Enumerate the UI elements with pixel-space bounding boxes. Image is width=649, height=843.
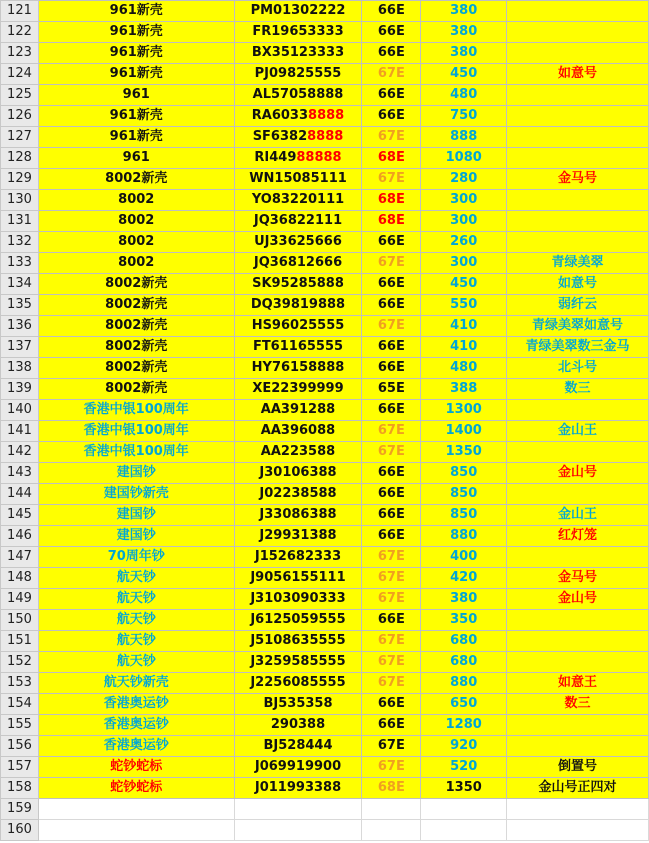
table-row — [1, 820, 649, 841]
cell-price[interactable]: 400 — [421, 547, 507, 568]
cell-serial-number[interactable]: HS96025555 — [234, 316, 362, 337]
row-header[interactable]: 152 — [1, 652, 39, 673]
empty-cell[interactable] — [507, 820, 649, 841]
table-row — [1, 400, 649, 421]
cell-note[interactable]: 青绿美翠如意号 — [507, 316, 649, 337]
cell-series[interactable]: 8002新壳 — [38, 358, 234, 379]
cell-series[interactable]: 8002新壳 — [38, 337, 234, 358]
cell-price[interactable]: 1350 — [421, 442, 507, 463]
empty-cell[interactable] — [38, 820, 234, 841]
cell-note[interactable] — [507, 127, 649, 148]
cell-price[interactable]: 480 — [421, 358, 507, 379]
cell-serial-number[interactable] — [234, 148, 362, 169]
cell-price[interactable]: 920 — [421, 736, 507, 757]
cell-serial-number[interactable]: PM01302222 — [234, 1, 362, 22]
cell-price[interactable]: 380 — [421, 1, 507, 22]
cell-note[interactable] — [507, 610, 649, 631]
table-row — [1, 673, 649, 694]
serial-prefix: RI449 — [254, 150, 297, 165]
row-header[interactable]: 134 — [1, 274, 39, 295]
cell-price[interactable]: 880 — [421, 673, 507, 694]
cell-grade[interactable]: 67E — [362, 736, 421, 757]
row-header[interactable]: 151 — [1, 631, 39, 652]
cell-note[interactable]: 金山王 — [507, 505, 649, 526]
cell-serial-number[interactable]: 290388 — [234, 715, 362, 736]
cell-serial-number[interactable]: BJ528444 — [234, 736, 362, 757]
row-header[interactable]: 154 — [1, 694, 39, 715]
row-header[interactable]: 146 — [1, 526, 39, 547]
cell-serial-number[interactable]: J9056155111 — [234, 568, 362, 589]
table-row — [1, 295, 649, 316]
cell-grade[interactable]: 66E — [362, 232, 421, 253]
cell-grade[interactable]: 66E — [362, 337, 421, 358]
table-row — [1, 148, 649, 169]
row-header[interactable]: 131 — [1, 211, 39, 232]
cell-series[interactable]: 8002 — [38, 190, 234, 211]
cell-note[interactable]: 金山号正四对 — [507, 778, 649, 799]
cell-note[interactable] — [507, 190, 649, 211]
cell-price[interactable]: 450 — [421, 274, 507, 295]
cell-serial-number[interactable]: FR19653333 — [234, 22, 362, 43]
table-row — [1, 568, 649, 589]
cell-series[interactable]: 8002新壳 — [38, 274, 234, 295]
cell-note[interactable] — [507, 652, 649, 673]
cell-note[interactable] — [507, 232, 649, 253]
serial-prefix: SF6382 — [252, 129, 308, 144]
cell-note[interactable]: 倒置号 — [507, 757, 649, 778]
cell-note[interactable] — [507, 631, 649, 652]
cell-note[interactable] — [507, 484, 649, 505]
cell-grade[interactable]: 67E — [362, 568, 421, 589]
cell-grade[interactable]: 66E — [362, 1, 421, 22]
cell-note[interactable]: 数三 — [507, 379, 649, 400]
cell-grade[interactable]: 66E — [362, 715, 421, 736]
cell-grade[interactable]: 67E — [362, 631, 421, 652]
table-row — [1, 715, 649, 736]
cell-series[interactable]: 航天钞 — [38, 652, 234, 673]
table-row — [1, 1, 649, 22]
cell-grade[interactable]: 67E — [362, 316, 421, 337]
row-header[interactable]: 140 — [1, 400, 39, 421]
row-header[interactable]: 157 — [1, 757, 39, 778]
cell-series[interactable]: 961新壳 — [38, 64, 234, 85]
cell-note[interactable]: 金山王 — [507, 421, 649, 442]
cell-grade[interactable]: 68E — [362, 211, 421, 232]
cell-serial-number[interactable]: J011993388 — [234, 778, 362, 799]
cell-grade[interactable]: 66E — [362, 400, 421, 421]
cell-grade[interactable]: 68E — [362, 148, 421, 169]
cell-serial-number[interactable]: JQ36812666 — [234, 253, 362, 274]
cell-price[interactable]: 750 — [421, 106, 507, 127]
cell-price[interactable]: 1300 — [421, 400, 507, 421]
row-header[interactable]: 141 — [1, 421, 39, 442]
table-row — [1, 85, 649, 106]
cell-note[interactable] — [507, 211, 649, 232]
table-row — [1, 190, 649, 211]
cell-series[interactable]: 建国钞 — [38, 526, 234, 547]
cell-series[interactable]: 蛇钞蛇标 — [38, 757, 234, 778]
row-header[interactable]: 138 — [1, 358, 39, 379]
cell-note[interactable]: 弱纤云 — [507, 295, 649, 316]
cell-serial-number[interactable]: J2256085555 — [234, 673, 362, 694]
empty-cell[interactable] — [234, 820, 362, 841]
row-header[interactable]: 125 — [1, 85, 39, 106]
cell-price[interactable]: 300 — [421, 253, 507, 274]
cell-series[interactable]: 961新壳 — [38, 1, 234, 22]
cell-price[interactable]: 520 — [421, 757, 507, 778]
table-row — [1, 526, 649, 547]
cell-note[interactable]: 如意王 — [507, 673, 649, 694]
cell-serial-number[interactable]: J152682333 — [234, 547, 362, 568]
cell-note[interactable] — [507, 22, 649, 43]
cell-price[interactable]: 410 — [421, 337, 507, 358]
table-row — [1, 463, 649, 484]
cell-serial-number[interactable]: XE22399999 — [234, 379, 362, 400]
cell-serial-number[interactable]: J33086388 — [234, 505, 362, 526]
cell-serial-number[interactable]: J3259585555 — [234, 652, 362, 673]
cell-series[interactable]: 蛇钞蛇标 — [38, 778, 234, 799]
cell-note[interactable] — [507, 85, 649, 106]
cell-series[interactable]: 香港奥运钞 — [38, 694, 234, 715]
cell-series[interactable]: 961新壳 — [38, 43, 234, 64]
table-row — [1, 169, 649, 190]
cell-note[interactable] — [507, 442, 649, 463]
row-header[interactable]: 145 — [1, 505, 39, 526]
row-header[interactable]: 149 — [1, 589, 39, 610]
row-header[interactable]: 158 — [1, 778, 39, 799]
cell-grade[interactable]: 67E — [362, 757, 421, 778]
cell-serial-number[interactable]: J29931388 — [234, 526, 362, 547]
cell-grade[interactable]: 66E — [362, 106, 421, 127]
table-row — [1, 127, 649, 148]
cell-grade[interactable]: 67E — [362, 64, 421, 85]
row-header[interactable]: 156 — [1, 736, 39, 757]
cell-series[interactable]: 建国钞 — [38, 505, 234, 526]
cell-series[interactable]: 香港奥运钞 — [38, 736, 234, 757]
cell-price[interactable]: 850 — [421, 463, 507, 484]
cell-note[interactable] — [507, 547, 649, 568]
cell-price[interactable]: 260 — [421, 232, 507, 253]
cell-serial-number[interactable]: J069919900 — [234, 757, 362, 778]
cell-series[interactable]: 961新壳 — [38, 106, 234, 127]
row-header[interactable]: 132 — [1, 232, 39, 253]
cell-serial-number[interactable]: HY76158888 — [234, 358, 362, 379]
cell-serial-number[interactable] — [234, 106, 362, 127]
empty-cell[interactable] — [421, 820, 507, 841]
cell-series[interactable]: 8002新壳 — [38, 379, 234, 400]
row-header[interactable]: 155 — [1, 715, 39, 736]
cell-note[interactable] — [507, 43, 649, 64]
cell-price[interactable]: 350 — [421, 610, 507, 631]
cell-grade[interactable]: 67E — [362, 673, 421, 694]
cell-serial-number[interactable]: WN15085111 — [234, 169, 362, 190]
cell-note[interactable] — [507, 1, 649, 22]
serial-highlight: 88888 — [296, 150, 342, 165]
cell-series[interactable]: 8002 — [38, 232, 234, 253]
table-row — [1, 358, 649, 379]
cell-note[interactable]: 如意号 — [507, 274, 649, 295]
cell-price[interactable]: 380 — [421, 589, 507, 610]
cell-serial-number[interactable]: SK95285888 — [234, 274, 362, 295]
table-row — [1, 232, 649, 253]
row-header[interactable]: 150 — [1, 610, 39, 631]
table-row — [1, 64, 649, 85]
cell-series[interactable]: 香港中银100周年 — [38, 421, 234, 442]
row-header[interactable]: 143 — [1, 463, 39, 484]
cell-price[interactable]: 380 — [421, 43, 507, 64]
cell-note[interactable]: 北斗号 — [507, 358, 649, 379]
cell-note[interactable]: 金山号 — [507, 589, 649, 610]
cell-note[interactable]: 如意号 — [507, 64, 649, 85]
cell-serial-number[interactable]: UJ33625666 — [234, 232, 362, 253]
cell-serial-number[interactable]: J30106388 — [234, 463, 362, 484]
cell-series[interactable]: 70周年钞 — [38, 547, 234, 568]
table-row — [1, 778, 649, 799]
cell-grade[interactable]: 66E — [362, 610, 421, 631]
cell-series[interactable]: 8002新壳 — [38, 295, 234, 316]
row-header[interactable]: 133 — [1, 253, 39, 274]
cell-note[interactable] — [507, 736, 649, 757]
cell-serial-number[interactable]: J3103090333 — [234, 589, 362, 610]
table-row — [1, 421, 649, 442]
table-row — [1, 694, 649, 715]
cell-series[interactable]: 航天钞 — [38, 589, 234, 610]
row-header[interactable]: 160 — [1, 820, 39, 841]
table-row — [1, 610, 649, 631]
cell-price[interactable]: 1400 — [421, 421, 507, 442]
cell-series[interactable]: 8002新壳 — [38, 169, 234, 190]
row-header[interactable]: 124 — [1, 64, 39, 85]
cell-series[interactable]: 8002 — [38, 253, 234, 274]
cell-grade[interactable]: 67E — [362, 589, 421, 610]
cell-price[interactable]: 300 — [421, 190, 507, 211]
cell-price[interactable]: 888 — [421, 127, 507, 148]
row-header[interactable]: 121 — [1, 1, 39, 22]
row-header[interactable]: 159 — [1, 799, 39, 820]
table-row — [1, 337, 649, 358]
cell-grade[interactable]: 66E — [362, 463, 421, 484]
cell-price[interactable]: 550 — [421, 295, 507, 316]
cell-grade[interactable]: 66E — [362, 505, 421, 526]
cell-series[interactable]: 建国钞 — [38, 463, 234, 484]
empty-cell[interactable] — [421, 799, 507, 820]
cell-series[interactable]: 8002新壳 — [38, 316, 234, 337]
cell-series[interactable]: 航天钞 — [38, 568, 234, 589]
table-row — [1, 757, 649, 778]
cell-grade[interactable]: 66E — [362, 22, 421, 43]
table-row — [1, 442, 649, 463]
cell-price[interactable]: 880 — [421, 526, 507, 547]
row-header[interactable]: 123 — [1, 43, 39, 64]
cell-price[interactable]: 300 — [421, 211, 507, 232]
table-row — [1, 316, 649, 337]
cell-serial-number[interactable]: PJ09825555 — [234, 64, 362, 85]
cell-series[interactable]: 8002 — [38, 211, 234, 232]
row-header[interactable]: 153 — [1, 673, 39, 694]
cell-grade[interactable]: 65E — [362, 379, 421, 400]
cell-grade[interactable]: 67E — [362, 253, 421, 274]
cell-grade[interactable]: 66E — [362, 484, 421, 505]
cell-note[interactable] — [507, 148, 649, 169]
cell-serial-number[interactable]: J02238588 — [234, 484, 362, 505]
serial-highlight: 8888 — [307, 129, 344, 144]
table-row — [1, 736, 649, 757]
cell-serial-number[interactable]: DQ39819888 — [234, 295, 362, 316]
cell-price[interactable]: 280 — [421, 169, 507, 190]
table-row — [1, 253, 649, 274]
cell-series[interactable]: 961 — [38, 85, 234, 106]
cell-note[interactable]: 青绿美翠 — [507, 253, 649, 274]
row-header[interactable]: 129 — [1, 169, 39, 190]
cell-serial-number[interactable]: BJ535358 — [234, 694, 362, 715]
cell-series[interactable]: 961新壳 — [38, 22, 234, 43]
empty-cell[interactable] — [362, 799, 421, 820]
row-header[interactable]: 126 — [1, 106, 39, 127]
serial-highlight: 8888 — [308, 108, 345, 123]
cell-price[interactable]: 450 — [421, 64, 507, 85]
cell-note[interactable]: 金山号 — [507, 463, 649, 484]
cell-grade[interactable]: 67E — [362, 169, 421, 190]
cell-serial-number[interactable]: AA391288 — [234, 400, 362, 421]
cell-serial-number[interactable]: JQ36822111 — [234, 211, 362, 232]
cell-serial-number[interactable]: BX35123333 — [234, 43, 362, 64]
cell-series[interactable]: 961 — [38, 148, 234, 169]
row-header[interactable]: 139 — [1, 379, 39, 400]
cell-series[interactable]: 航天钞 — [38, 610, 234, 631]
cell-grade[interactable]: 67E — [362, 547, 421, 568]
empty-cell[interactable] — [234, 799, 362, 820]
table-row — [1, 631, 649, 652]
cell-series[interactable]: 航天钞新壳 — [38, 673, 234, 694]
cell-series[interactable]: 香港奥运钞 — [38, 715, 234, 736]
row-header[interactable]: 136 — [1, 316, 39, 337]
empty-cell[interactable] — [507, 799, 649, 820]
cell-price[interactable]: 650 — [421, 694, 507, 715]
cell-grade[interactable]: 66E — [362, 694, 421, 715]
row-header[interactable]: 122 — [1, 22, 39, 43]
table-row — [1, 547, 649, 568]
cell-grade[interactable]: 66E — [362, 526, 421, 547]
table-row — [1, 799, 649, 820]
cell-price[interactable]: 1280 — [421, 715, 507, 736]
cell-grade[interactable]: 67E — [362, 127, 421, 148]
cell-serial-number[interactable]: J6125059555 — [234, 610, 362, 631]
cell-note[interactable] — [507, 400, 649, 421]
cell-note[interactable]: 数三 — [507, 694, 649, 715]
row-header[interactable]: 128 — [1, 148, 39, 169]
empty-cell[interactable] — [38, 799, 234, 820]
cell-price[interactable]: 850 — [421, 505, 507, 526]
table-row — [1, 43, 649, 64]
cell-note[interactable]: 金马号 — [507, 568, 649, 589]
table-row — [1, 505, 649, 526]
table-row — [1, 379, 649, 400]
cell-note[interactable]: 青绿美翠数三金马 — [507, 337, 649, 358]
table-row — [1, 22, 649, 43]
cell-price[interactable]: 1350 — [421, 778, 507, 799]
cell-note[interactable]: 红灯笼 — [507, 526, 649, 547]
cell-grade[interactable]: 67E — [362, 652, 421, 673]
table-row — [1, 589, 649, 610]
cell-grade[interactable]: 68E — [362, 778, 421, 799]
cell-price[interactable]: 388 — [421, 379, 507, 400]
cell-series[interactable]: 航天钞 — [38, 631, 234, 652]
row-header[interactable]: 130 — [1, 190, 39, 211]
row-header[interactable]: 147 — [1, 547, 39, 568]
cell-price[interactable]: 420 — [421, 568, 507, 589]
cell-grade[interactable]: 66E — [362, 274, 421, 295]
cell-grade[interactable]: 67E — [362, 442, 421, 463]
row-header[interactable]: 137 — [1, 337, 39, 358]
table-row — [1, 211, 649, 232]
cell-price[interactable]: 680 — [421, 652, 507, 673]
cell-series[interactable]: 香港中银100周年 — [38, 442, 234, 463]
serial-prefix: RA6033 — [251, 108, 309, 123]
row-header[interactable]: 127 — [1, 127, 39, 148]
cell-price[interactable]: 480 — [421, 85, 507, 106]
cell-serial-number[interactable]: YO83220111 — [234, 190, 362, 211]
row-header[interactable]: 144 — [1, 484, 39, 505]
table-row — [1, 652, 649, 673]
cell-price[interactable]: 410 — [421, 316, 507, 337]
cell-series[interactable]: 建国钞新壳 — [38, 484, 234, 505]
table-row — [1, 106, 649, 127]
cell-serial-number[interactable]: J5108635555 — [234, 631, 362, 652]
cell-note[interactable]: 金马号 — [507, 169, 649, 190]
cell-grade[interactable]: 66E — [362, 358, 421, 379]
cell-price[interactable]: 680 — [421, 631, 507, 652]
row-header[interactable]: 135 — [1, 295, 39, 316]
cell-serial-number[interactable]: AA396088 — [234, 421, 362, 442]
cell-series[interactable]: 961新壳 — [38, 127, 234, 148]
row-header[interactable]: 142 — [1, 442, 39, 463]
cell-grade[interactable]: 67E — [362, 421, 421, 442]
row-header[interactable]: 148 — [1, 568, 39, 589]
cell-serial-number[interactable]: AL57058888 — [234, 85, 362, 106]
cell-grade[interactable]: 66E — [362, 43, 421, 64]
cell-grade[interactable]: 66E — [362, 85, 421, 106]
cell-price[interactable]: 1080 — [421, 148, 507, 169]
cell-serial-number[interactable]: AA223588 — [234, 442, 362, 463]
cell-series[interactable]: 香港中银100周年 — [38, 400, 234, 421]
cell-serial-number[interactable] — [234, 127, 362, 148]
cell-price[interactable]: 380 — [421, 22, 507, 43]
cell-price[interactable]: 850 — [421, 484, 507, 505]
cell-serial-number[interactable]: FT61165555 — [234, 337, 362, 358]
cell-grade[interactable]: 68E — [362, 190, 421, 211]
table-row — [1, 484, 649, 505]
table-row — [1, 274, 649, 295]
empty-cell[interactable] — [362, 820, 421, 841]
cell-note[interactable] — [507, 715, 649, 736]
cell-note[interactable] — [507, 106, 649, 127]
cell-grade[interactable]: 66E — [362, 295, 421, 316]
